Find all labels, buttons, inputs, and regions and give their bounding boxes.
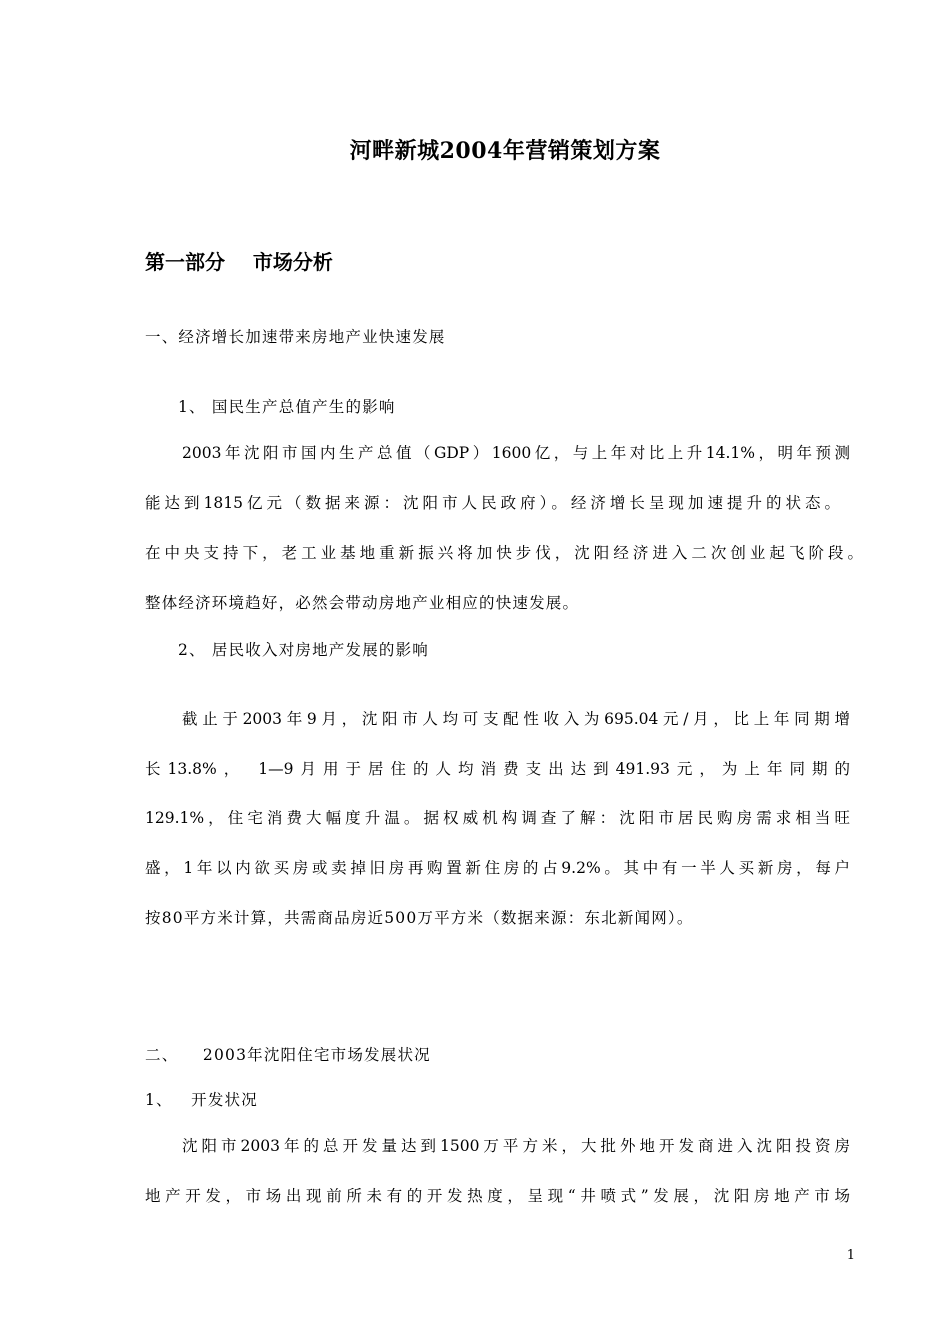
paragraph-line: 长13.8%， 1—9月用于居住的人均消费支出达到491.93元，为上年同期的 [145,760,850,778]
section2-sub1-heading: 1、 开发状况 [145,1091,258,1109]
paragraph-line: 能达到1815亿元（数据来源：沈阳市人民政府）。经济增长呈现加速提升的状态。 [145,494,840,512]
paragraph-line: 整体经济环境趋好，必然会带动房地产业相应的快速发展。 [145,594,580,612]
part-heading: 第一部分 市场分析 [145,250,333,274]
paragraph-line: 盛，1年以内欲买房或卖掉旧房再购置新住房的占9.2%。其中有一半人买新房，每户 [145,859,850,877]
paragraph-line: 在中央支持下，老工业基地重新振兴将加快步伐，沈阳经济进入二次创业起飞阶段。 [145,544,863,562]
page-number: 1 [846,1248,855,1263]
paragraph-line: 截止于2003年9月，沈阳市人均可支配性收入为695.04元/月，比上年同期增 [182,710,850,728]
section1-sub2-heading: 2、 居民收入对房地产发展的影响 [178,641,429,659]
paragraph-line: 沈阳市2003年的总开发量达到1500万平方米，大批外地开发商进入沈阳投资房 [182,1137,850,1155]
paragraph-line: 地产开发，市场出现前所未有的开发热度，呈现“井喷式”发展，沈阳房地产市场 [145,1187,850,1205]
paragraph-line: 2003年沈阳市国内生产总值（GDP）1600亿，与上年对比上升14.1%，明年预测 [182,444,850,462]
paragraph-line: 按80平方米计算，共需商品房近500万平方米（数据来源：东北新闻网）。 [145,909,694,927]
section1-heading: 一、经济增长加速带来房地产业快速发展 [145,328,446,346]
document-title: 河畔新城2004年营销策划方案 [349,138,661,164]
section1-sub1-heading: 1、 国民生产总值产生的影响 [178,398,396,416]
section2-heading: 二、 2003年沈阳住宅市场发展状况 [145,1046,431,1064]
paragraph-line: 129.1%，住宅消费大幅度升温。据权威机构调查了解：沈阳市居民购房需求相当旺 [145,809,850,827]
